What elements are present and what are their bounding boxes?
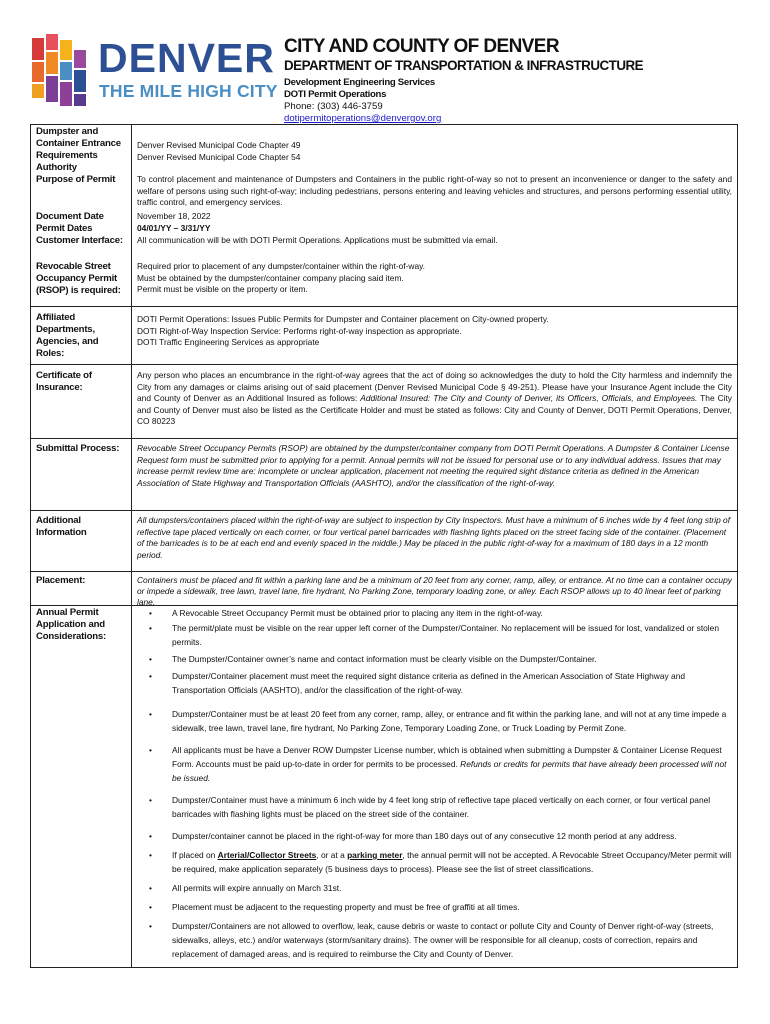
department-name: DEPARTMENT OF TRANSPORTATION & INFRASTRUCTURE bbox=[284, 58, 644, 73]
bullet-text-mid: , or at a bbox=[316, 850, 348, 860]
section-rsop bbox=[31, 260, 737, 304]
list-item: • Dumpster/Container must have a minimum 6 inch wide by 4 feet long strip of reflective tape placed vertically on each corner, or four vertical panel barricades with flashing lights must be placed on the street side of the container. bbox=[134, 793, 734, 821]
section-insurance bbox=[31, 364, 737, 439]
logo-wordmark: DENVER bbox=[98, 35, 275, 81]
authority-content bbox=[137, 140, 732, 163]
customer-interface-label: Customer Interface: bbox=[36, 235, 123, 246]
list-item bbox=[134, 743, 734, 785]
insurance-text-a: Any person who places an encumbrance in the right-of-way agrees that the act of doing so acknowledges the duty to hold the City harmless and indemnify the City from any damages or claims arising out of said placement (Denver Revised Municipal Code § 49-251). Please have your Insurance Agent include the City and County of Denver as an Additional Insured as follows: bbox=[137, 370, 732, 403]
submittal-label: Submittal Process: bbox=[36, 443, 120, 454]
list-item: • Dumpster/Container must be at least 20 feet from any corner, ramp, alley, or entrance and fit within the parking lane, and will not at any time impede a sidewalk, tree lawn, travel lane, fire hydrant, No Parking Zone, Temporary Loading Zone, or Truck Loading by Permit Zone. bbox=[134, 707, 734, 735]
document-date-value: November 18, 2022 bbox=[137, 211, 211, 221]
section-additional-information bbox=[31, 510, 737, 572]
page-header bbox=[0, 0, 770, 124]
placement-label: Placement: bbox=[36, 575, 86, 586]
page-title: CITY AND COUNTY OF DENVER bbox=[284, 36, 559, 57]
insurance-label: Certificate of Insurance: bbox=[36, 370, 92, 393]
list-item: • Dumpster/container cannot be placed in the right-of-way for more than 180 days out of any consecutive 12 month period at any address. bbox=[134, 829, 734, 843]
rsop-line: Must be obtained by the dumpster/container company placing said item. bbox=[137, 272, 404, 283]
list-item: • A Revocable Street Occupancy Permit must be obtained prior to placing any item in the right-of-way. bbox=[134, 606, 734, 620]
denver-logo-mark-icon bbox=[30, 34, 96, 110]
list-item: • Dumpster/Containers are not allowed to overflow, leak, cause debris or waste to contact or pollute City and County of Denver right-of-way (streets, sidewalks, alleys, etc.) and/or waterways (storm/sanitary drains). The owner will be responsible for all cleanup, costs of correction, repairs and replacement of damaged areas, and is required to reimburse the City and County of Denver. bbox=[134, 919, 734, 961]
rsop-line: Required prior to placement of any dumpster/container within the right-of-way. bbox=[137, 261, 425, 271]
office-name: DOTI Permit Operations bbox=[284, 89, 387, 100]
parking-meter-link[interactable]: parking meter bbox=[347, 850, 403, 860]
section-annual-permit bbox=[31, 605, 737, 968]
submittal-text: Revocable Street Occupancy Permits (RSOP) are obtained by the dumpster/container company from DOTI Permit Operations. A Dumpster & Container License Request form must be submitted prior to applying for a permit. Annual permits will not be issued for personal use or to any individual address. Issues that may increase permit review time are: incomplete or unclear application, placement not meeting the required sight distance criteria as defined in the American Association of State Highway and Transportation Officials (AASHTO), and/or the classification of the right-of-way. bbox=[137, 443, 730, 488]
rsop-line: Permit must be visible on the property or item. bbox=[137, 284, 308, 294]
logo-tagline: THE MILE HIGH CITY bbox=[99, 81, 278, 101]
affiliated-line: DOTI Traffic Engineering Services as appropriate bbox=[137, 337, 320, 347]
list-item bbox=[134, 848, 734, 876]
authority-line: Denver Revised Municipal Code Chapter 54 bbox=[137, 151, 301, 162]
rsop-label: Revocable Street Occupancy Permit (RSOP) is required: bbox=[36, 261, 121, 296]
refund-note: Refunds or credits for permits that have already been processed will not be issued. bbox=[172, 759, 727, 783]
section-customer-interface bbox=[31, 234, 737, 260]
bullet-text: the annual permit will not be accepted. A Revocable Street Occupancy/Meter permit will be required, make application separately (5 business days to process). Please see the list of street classifications. bbox=[172, 850, 732, 874]
customer-interface-text: All communication will be with DOTI Permit Operations. Applications must be submitted via email. bbox=[137, 235, 498, 245]
additional-label: Additional Information bbox=[36, 515, 87, 538]
section-purpose bbox=[31, 173, 737, 210]
affiliated-label: Affiliated Departments, Agencies, and Roles: bbox=[36, 312, 99, 359]
bullet-text-comma: , bbox=[402, 850, 408, 860]
document-date-label: Document Date bbox=[36, 211, 104, 222]
affiliated-line: DOTI Right-of-Way Inspection Service: Performs right-of-way inspection as appropriate. bbox=[137, 325, 462, 336]
section-placement bbox=[31, 571, 737, 606]
section-affiliated bbox=[31, 306, 737, 365]
annual-label: Annual Permit Application and Considerations: bbox=[36, 607, 107, 642]
section-permit-dates bbox=[31, 222, 737, 234]
list-item: • The permit/plate must be visible on the rear upper left corner of the Dumpster/Container. No replacement will be issued for lost, vandalized or stolen permits. bbox=[134, 621, 734, 649]
section-document-date bbox=[31, 210, 737, 222]
section-authority bbox=[31, 125, 737, 173]
permit-dates-label: Permit Dates bbox=[36, 223, 93, 234]
division-name: Development Engineering Services bbox=[284, 77, 435, 88]
insurance-additional-insured: Additional Insured: The City and County of Denver, its Officers, Officials, and Employees. bbox=[360, 393, 698, 403]
header-text-block bbox=[284, 36, 754, 125]
bullet-text: All applicants must be have a Denver ROW Dumpster License number, which is obtained when submitting a Dumpster & Container License Request Form. Accounts must be paid up-to-date in order for permits to be processed. bbox=[172, 745, 722, 769]
authority-label: Dumpster and Container Entrance Requirements Authority bbox=[36, 126, 121, 173]
affiliated-content bbox=[137, 314, 732, 349]
list-item: • Placement must be adjacent to the requesting property and must be free of graffiti at all times. bbox=[134, 900, 734, 914]
rsop-content bbox=[137, 261, 732, 296]
annual-content bbox=[134, 606, 734, 961]
annual-bullet-list bbox=[134, 606, 734, 961]
list-item: • Dumpster/Container placement must meet the required sight distance criteria as defined in the American Association of State Highway and Transportation Officials (AASHTO), and/or the classification of the right-of-way. bbox=[134, 669, 734, 697]
insurance-text-b: The City and County of Denver must also be listed as the Certificate Holder and must be stated as follows: City and County of Denver, DOTI Permit Operations, Denver, CO 80223 bbox=[137, 393, 732, 426]
phone-number: Phone: (303) 446-3759 bbox=[284, 101, 383, 112]
insurance-text bbox=[137, 370, 732, 428]
list-item: • All permits will expire annually on March 31st. bbox=[134, 881, 734, 895]
requirements-table bbox=[30, 124, 738, 968]
list-item: • The Dumpster/Container owner’s name and contact information must be clearly visible on the Dumpster/Container. bbox=[134, 652, 734, 666]
section-submittal bbox=[31, 438, 737, 511]
email-link[interactable]: dotipermitoperations@denvergov.org bbox=[284, 113, 442, 124]
placement-text: Containers must be placed and fit within a parking lane and be a minimum of 20 feet from any corner, ramp, alley, or entrance. At no time can a container occupy or impede a sidewalk, tree lawn, travel lane, fire hydrant, No Parking Zone, temporary loading zone, or alley. Each RSOP allows up to 40 linear feet of parking lane. bbox=[137, 575, 732, 607]
arterial-collector-streets-link[interactable]: Arterial/Collector Streets bbox=[217, 850, 317, 860]
purpose-text: To control placement and maintenance of Dumpsters and Containers in the public right-of-way so not to present an inconvenience or danger to the safety and welfare of persons using such right-of-way; including pedestrians, persons entering and leaving vehicles and structures, and persons performing essential utility, traffic control, and emergency services. bbox=[137, 174, 732, 207]
purpose-label: Purpose of Permit bbox=[36, 174, 116, 185]
bullet-text-prefix: If placed on bbox=[172, 850, 218, 860]
permit-dates-value: 04/01/YY – 3/31/YY bbox=[137, 223, 211, 233]
authority-line: Denver Revised Municipal Code Chapter 49 bbox=[137, 140, 301, 150]
additional-text: All dumpsters/containers placed within the right-of-way are subject to inspection by City Inspectors. Must have a minimum of 6 inches wide by 4 feet long strip of reflective tape placed vertically on each corner, or four vertical panel barricades with flashing lights placed on the street facing side of the container. (Placement of the barricades is to be at each end and evenly spaced in the middle.) May be placed in the public right-of-way for a maximum of 180 days in a 12 month period. bbox=[137, 515, 731, 560]
affiliated-line: DOTI Permit Operations: Issues Public Permits for Dumpster and Container placement on City-owned property. bbox=[137, 314, 549, 324]
